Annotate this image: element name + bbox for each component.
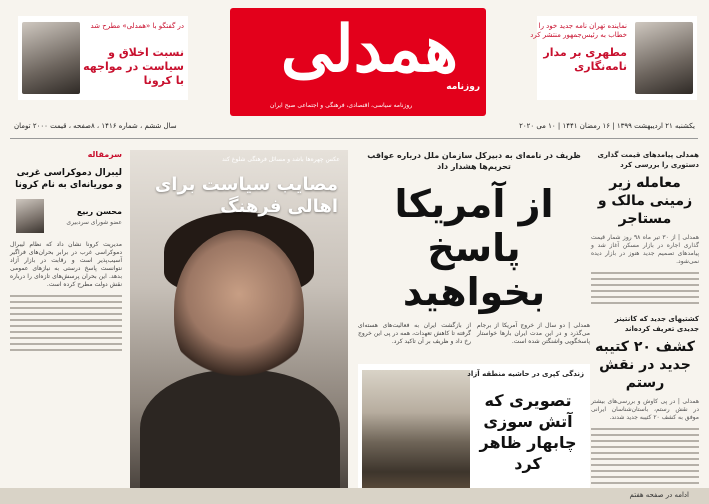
center-body <box>358 322 590 346</box>
main-headline[interactable]: از آمریکا پاسخ بخواهید <box>394 182 554 314</box>
feature-photo-story[interactable] <box>130 150 348 488</box>
center-kicker: ظریف در نامه‌ای به دبیرکل سازمان ملل درباره عواقب تحریم‌ها هشدار داد <box>367 151 581 171</box>
editorial-body: مدیریت کرونا نشان داد که نظام لیبرال دموکراسی غرب در برابر بحران‌های فراگیر آسیب‌پذیر است و رقابت در بازار آزاد نتوانست پاسخ درستی به نیازهای عمومی بدهد. این بحران پرسش‌های تازه‌ای را درباره نقش دولت مطرح کرده است. <box>10 241 122 288</box>
page-footer <box>0 488 709 504</box>
right-body: همدلی | از ۳۰ تیر ماه ۹۸ روز شمار قیمت گذاری اجاره در بازار مسکن آغاز شد و پیامدهای تصمیم جدید هنوز در بازار دیده نمی‌شود. <box>591 234 699 265</box>
promo-left-kicker: در گفتگو با «همدلی» مطرح شد <box>90 22 184 30</box>
left-column <box>10 150 122 500</box>
author-photo <box>16 199 44 233</box>
editorial-text-lines <box>10 295 122 351</box>
center-column <box>358 150 590 500</box>
right-headline[interactable]: معامله زیر زمینی مالک و مستاجر <box>597 175 693 227</box>
feature-kicker: عکس چهره‌ها باشد و مسائل فرهنگی شلوغ کند <box>222 156 340 163</box>
promo-right-kicker: نماینده تهران نامه جدید خود را خطاب به رئیس‌جمهور منتشر کرد <box>530 22 627 39</box>
logo-word: همدلی <box>280 12 458 87</box>
date-line: یکشنبه ۲۱ اردیبهشت ۱۳۹۹ | ۱۶ رمضان ۱۴۴۱ | ۱۰ می ۲۰۲۰ <box>519 122 695 130</box>
fire-story[interactable] <box>358 364 590 496</box>
fire-photo <box>362 370 470 490</box>
editorial-author <box>10 199 122 237</box>
promo-right[interactable] <box>530 16 697 100</box>
center-body-col-a: همدلی | دو سال از خروج آمریکا از برجام می‌گذرد و در این مدت ایران بارها خواستار پاسخگویی واشنگتن شده است. <box>477 322 590 345</box>
promo-right-photo <box>635 22 693 94</box>
masthead-divider <box>10 138 698 139</box>
right-text-lines <box>591 272 699 304</box>
promo-left-headline[interactable]: نسبت اخلاق و سیاست در مواجهه با کرونا <box>83 46 184 87</box>
footer-label: ادامه در صفحه هفتم <box>629 491 689 499</box>
right-text-lines-2 <box>591 428 699 484</box>
right-headline-2[interactable]: کشف ۲۰ کتیبه جدید در نقش رستم <box>595 339 695 391</box>
feature-portrait-face <box>174 230 304 390</box>
author-name: محسن ربیع <box>76 207 122 216</box>
right-kicker-2: کشتیهای جدید که کانتینر جدیدی تعریف کرده‌اند <box>614 315 699 333</box>
logo-tagline: روزنامه سیاسی، اقتصادی، فرهنگی و اجتماعی صبح ایران <box>270 102 413 109</box>
author-role: عضو شورای سردبیری <box>66 219 122 226</box>
issue-line: سال ششم ، شماره ۱۴۱۶ ، ۸صفحه ، قیمت ۲۰۰۰ تومان <box>14 122 177 130</box>
right-column <box>591 150 699 500</box>
right-kicker: همدلی پیامدهای قیمت گذاری دستوری را بررسی کرد <box>597 151 699 169</box>
promo-left[interactable] <box>18 16 188 100</box>
center-body-col-b: از بازگشت ایران به فعالیت‌های هسته‌ای گرفته تا کاهش تعهدات، همه در پی این خروج رخ داد و ظریف بر آن تاکید کرد. <box>358 322 471 345</box>
fire-kicker: زندگی کپری در حاشیه منطقه آزاد <box>467 370 584 378</box>
right-section-2 <box>591 314 699 488</box>
feature-headline[interactable]: مصایب سیاست برای اهالی فرهنگ <box>154 174 338 217</box>
masthead <box>0 0 709 128</box>
editorial-tag: سرمقاله <box>87 150 122 159</box>
logo-prefix: روزنامه <box>446 82 480 92</box>
fire-headline[interactable]: تصویری که آتش سوزی چابهار ظاهر کرد <box>479 391 577 473</box>
newspaper-logo[interactable] <box>230 8 486 116</box>
promo-left-photo <box>22 22 80 94</box>
promo-right-headline[interactable]: مطهری بر مدار نامه‌نگاری <box>543 46 627 73</box>
right-body-2: همدلی | در پی کاوش و بررسی‌های بیشتر در نقش رستم، باستان‌شناسان ایرانی موفق به کشف ۲۰ کتیبه جدید شدند. <box>591 398 699 421</box>
editorial-headline[interactable]: لیبرال دموکراسی غربی و موریانه‌ای به نام کرونا <box>15 168 122 190</box>
